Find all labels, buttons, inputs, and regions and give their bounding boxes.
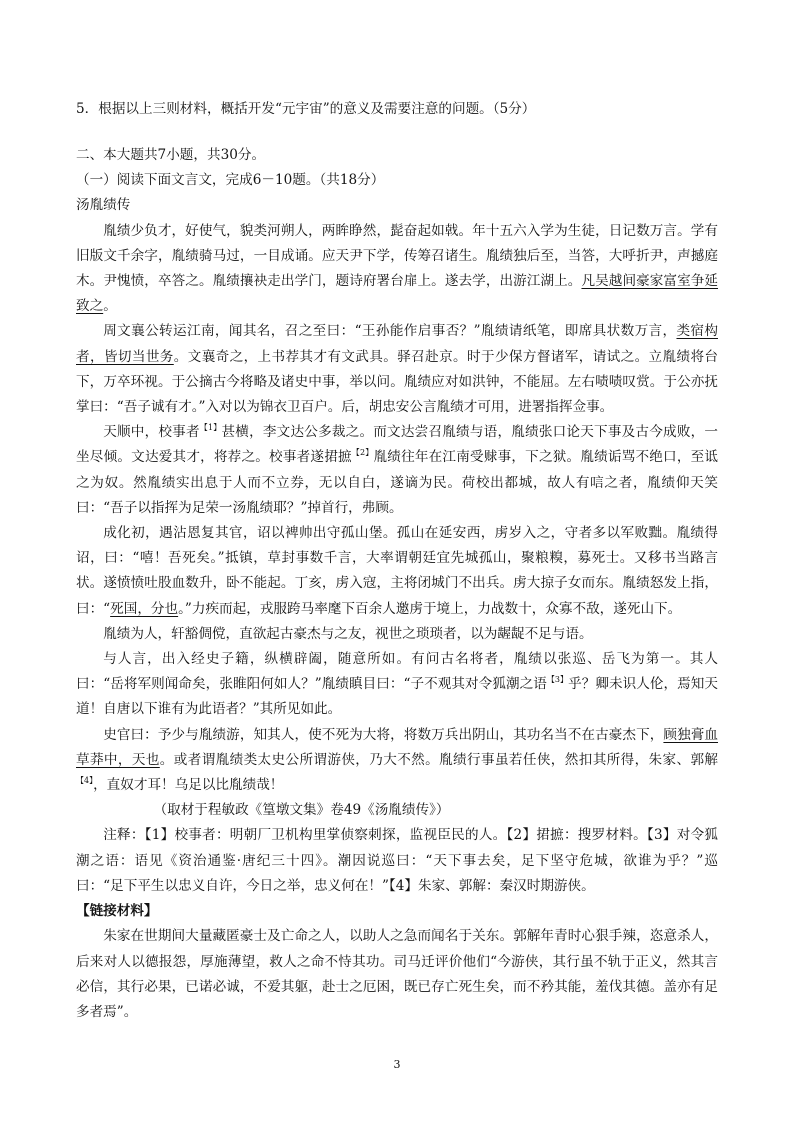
paragraph-3-mid: 甚横，李文达公多裁之。而文达尝召胤绩与语，胤绩张口论天下事及古今成败，一坐尽倾。文达爱其才，将荐之。校事者遂捃摭 <box>76 424 719 466</box>
link-material-text: 朱家在世期间大量藏匿豪士及亡命之人，以助人之急而闻名于关东。郭解年青时心狠手辣，恣意杀人，后来对人以德报怨，厚施薄望，救人之命不恃其功。司马迁评价他们“今游侠，其行虽不轨于正义，然其言必信，其行必果，已诺必诚，不爱其躯，赴士之厄困，既已存亡死生矣，而不矜其能，羞伐其德。盖亦有足多者焉”。 <box>76 928 718 1020</box>
section-2-heading: 二、本大题共7小题，共30分。 <box>76 147 266 163</box>
paragraph-7 <box>76 723 718 799</box>
paragraph-1 <box>76 219 718 320</box>
paragraph-2-text: 周文襄公转运江南，闻其名，召之至曰：“王孙能作启事否？”胤绩请纸笔，即席具状数万言， <box>103 323 677 340</box>
paragraph-1-end: 。 <box>103 298 117 315</box>
paragraph-4-text: 成化初，遇沾恩复其官，诏以裨帅出守孤山堡。孤山在延安西，虏岁入之，守者多以军败黜。胤绩得诏，曰：“嘻！吾死矣。”抵镇，草封事数千言，大率谓朝廷宜先城孤山，聚粮糗，募死士。又移书当路言状。遂愤愤吐股血数升，卧不能起。丁亥，虏入寇，主将闭城门不出兵。虏大掠子女而东。胤绩怒发上指，曰：“ <box>76 525 718 617</box>
source-citation: （取材于程敏政《篁墩文集》卷49《汤胤绩传》） <box>153 802 450 819</box>
paragraph-3 <box>76 420 718 521</box>
note-ref-2: 【2】 <box>351 448 374 458</box>
essay-title: 汤胤绩传 <box>76 197 131 214</box>
paragraph-2-underlined: 类宿构者，皆切当世务 <box>76 323 718 365</box>
question-5 <box>76 97 718 122</box>
paragraph-2-rest: 。文襄奇之，上书荐其才有文武具。驿召赴京。时于少保方督诸军，请试之。立胤绩将台下，万卒环视。于公摘古今将略及诸史中事，举以问。胤绩应对如洪钟，不能屈。左右啧啧叹赏。于公亦抚掌曰：“吾子诚有才。”入对以为锦衣卫百户。后，胡忠安公言胤绩才可用，进署指挥佥事。 <box>76 348 719 416</box>
annotations: 注释：【1】校事者：明朝厂卫机构里掌侦察刺探，监视臣民的人。【2】捃摭：搜罗材料。【3】对令狐潮之语：语见《资治通鉴·唐纪三十四》。潮因说巡曰：“天下事去矣，足下坚守危城，欲谁为乎？”巡曰：“足下平生以忠义自许，今日之举，忠义何在！”【4】朱家、郭解：秦汉时期游侠。 <box>76 827 718 894</box>
note-ref-3: 【3】 <box>546 675 569 685</box>
paragraph-1-text: 胤绩少负才，好使气，貌类河朔人，两眸睁然，髭奋起如戟。年十五六入学为生徒，日记数万言。学有旧版文千余字，胤绩骑马过，一目成诵。应天尹下学，传筹召诸生。胤绩独后至，当答，大呼折尹，声撼庭木。尹愧愤，卒答之。胤绩攘袂走出学门，题诗府署台扉上。遂去学，出游江湖上。 <box>76 222 718 290</box>
paragraph-6-text: 与人言，出入经史子籍，纵横辟阖，随意所如。有问古名将者，胤绩以张巡、岳飞为第一。其人曰：“岳将军则闻命矣，张睢阳何如人？”胤绩瞋目曰：“子不观其对令狐潮之语 <box>76 651 718 693</box>
paragraph-6 <box>76 647 718 723</box>
paragraph-7-mid: 。或者谓胤绩类太史公所谓游侠，乃大不然。胤绩行事虽若任侠，然扣其所得，朱家、郭解 <box>159 751 719 768</box>
note-ref-1: 【1】 <box>199 423 222 433</box>
question-5-text: 5．根据以上三则材料，概括开发“元宇宙”的意义及需要注意的问题。（5分） <box>76 101 536 117</box>
link-material-title: 【链接材料】 <box>76 903 158 920</box>
paragraph-7-rest: ，直奴才耳！乌足以比胤绩哉！ <box>93 777 284 794</box>
paragraph-4 <box>76 521 718 622</box>
paragraph-5: 胤绩为人，轩豁倜傥，直欲起古豪杰与之友，视世之琐琐者，以为龌龊不足与语。 <box>103 625 593 642</box>
paragraph-3-text: 天顺中，校事者 <box>103 424 200 441</box>
paragraph-7-text: 史官曰：予少与胤绩游，知其人，使不死为大将，将数万兵出阴山，其功名当不在古豪杰下， <box>103 726 664 743</box>
page-number: 3 <box>393 1058 401 1071</box>
paragraph-1-underlined: 凡吴越间豪家富室争延致之 <box>76 273 719 315</box>
paragraph-2 <box>76 319 718 420</box>
paragraph-6-rest: 乎？卿未识人伦，焉知天道！自唐以下谁有为此语者？”其所见如此。 <box>76 676 719 718</box>
section-2 <box>76 143 718 1025</box>
paragraph-7-underlined: 顾独膏血草莽中，天也 <box>76 726 719 768</box>
paragraph-4-rest: 。”力疾而起，戎服跨马率麾下百余人邀虏于境上，力战数十，众寡不敌，遂死山下。 <box>178 600 682 617</box>
paragraph-3-rest: 胤绩往年在江南受赇事，下之狱。胤绩诟骂不绝口，至诋之为奴。然胤绩实出息于人而不立券，无以自白，遂谪为民。荷校出都城，故人有唁之者，胤绩仰天笑曰：“吾子以指挥为足荣一汤胤绩耶？”掉首行，弗顾。 <box>76 449 719 516</box>
note-ref-4: 【4】 <box>76 776 94 786</box>
subsection-1-heading: （一）阅读下面文言文，完成6－10题。（共18分） <box>76 172 385 189</box>
paragraph-4-underlined: 死国，分也 <box>110 600 179 617</box>
